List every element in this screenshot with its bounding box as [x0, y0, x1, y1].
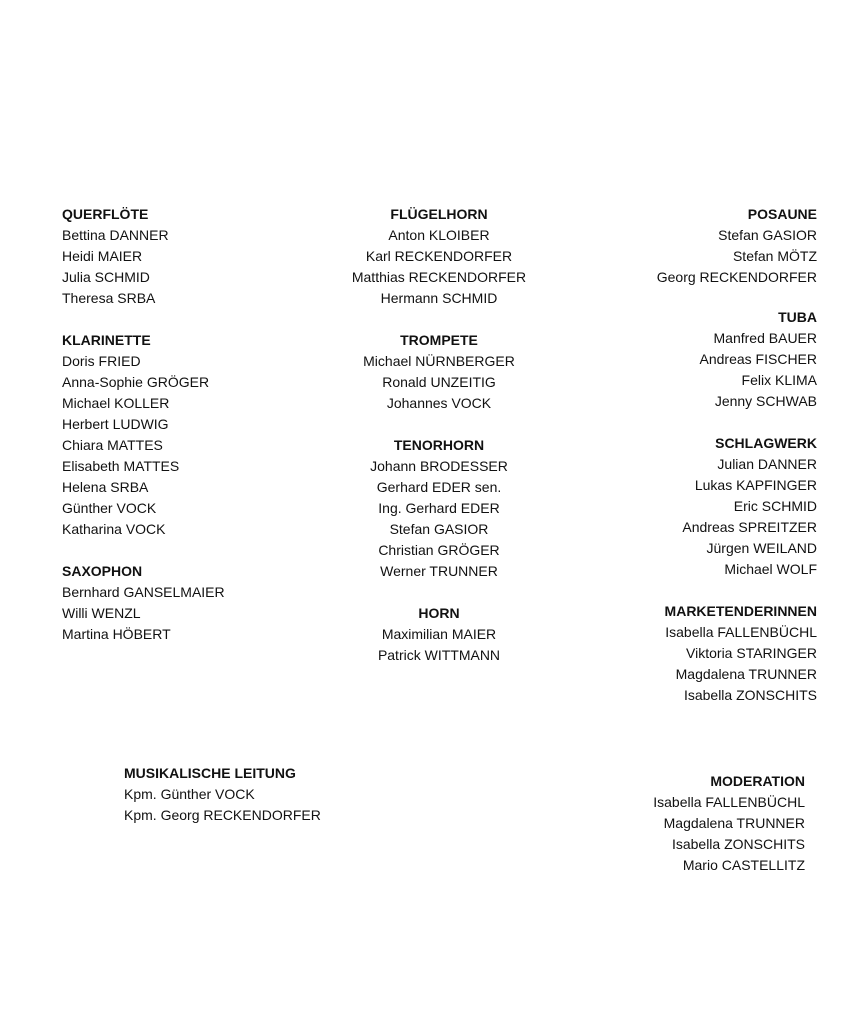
member-name: Anna-Sophie GRÖGER [62, 374, 210, 390]
member-name: Lukas KAPFINGER [694, 477, 817, 493]
member-name: Julia SCHMID [62, 269, 150, 285]
member-name: Hermann SCHMID [380, 290, 498, 306]
section-heading: HORN [418, 605, 460, 621]
section-klarinette [62, 330, 322, 540]
member-name: Viktoria STARINGER [686, 645, 817, 661]
section-tenorhorn [309, 435, 569, 582]
member-name: Doris FRIED [62, 353, 141, 369]
member-name: Michael KOLLER [62, 395, 170, 411]
member-name: Patrick WITTMANN [377, 647, 501, 663]
member-name: Katharina VOCK [62, 521, 166, 537]
section-moderation [545, 771, 805, 876]
member-name: Stefan GASIOR [389, 521, 489, 537]
section-heading: KLARINETTE [62, 332, 151, 348]
member-name: Helena SRBA [62, 479, 149, 495]
member-name: Gerhard EDER sen. [376, 479, 502, 495]
member-name: Johann BRODESSER [370, 458, 508, 474]
column-right [557, 204, 817, 706]
section-heading: FLÜGELHORN [390, 206, 488, 222]
section-heading: POSAUNE [747, 206, 817, 222]
member-name: Maximilian MAIER [381, 626, 497, 642]
member-name: Herbert LUDWIG [62, 416, 169, 432]
section-heading: TROMPETE [400, 332, 478, 348]
column-center [309, 204, 569, 666]
member-name: Ing. Gerhard EDER [378, 500, 500, 516]
member-name: Christian GRÖGER [378, 542, 500, 558]
member-name: Isabella FALLENBÜCHL [665, 624, 817, 640]
column-left [62, 204, 322, 645]
section-heading: TENORHORN [393, 437, 485, 453]
member-name: Johannes VOCK [386, 395, 492, 411]
section-tuba [557, 307, 817, 412]
member-name: Kpm. Günther VOCK [124, 786, 255, 802]
member-name: Matthias RECKENDORFER [351, 269, 527, 285]
section-trompete [309, 330, 569, 414]
section-schlagwerk [557, 433, 817, 580]
member-name: Stefan MÖTZ [732, 248, 817, 264]
member-name: Stefan GASIOR [718, 227, 817, 243]
member-name: Eric SCHMID [733, 498, 817, 514]
member-name: Karl RECKENDORFER [365, 248, 513, 264]
member-name: Ronald UNZEITIG [382, 374, 496, 390]
member-name: Kpm. Georg RECKENDORFER [124, 807, 321, 823]
member-name: Jenny SCHWAB [714, 393, 817, 409]
section-heading: MARKETENDERINNEN [664, 603, 817, 619]
member-name: Andreas SPREITZER [682, 519, 817, 535]
section-posaune [557, 204, 817, 288]
member-name: Chiara MATTES [62, 437, 163, 453]
member-name: Günther VOCK [62, 500, 157, 516]
member-name: Michael NÜRNBERGER [363, 353, 515, 369]
section-querfloete [62, 204, 322, 309]
member-name: Willi WENZL [62, 605, 141, 621]
member-name: Isabella FALLENBÜCHL [653, 794, 805, 810]
member-name: Anton KLOIBER [388, 227, 490, 243]
member-name: Werner TRUNNER [380, 563, 498, 579]
section-musikalische-leitung [124, 763, 384, 826]
member-name: Bernhard GANSELMAIER [62, 584, 225, 600]
member-name: Mario CASTELLITZ [682, 857, 805, 873]
member-name: Elisabeth MATTES [62, 458, 180, 474]
section-heading: MODERATION [710, 773, 805, 789]
member-name: Michael WOLF [724, 561, 817, 577]
member-name: Isabella ZONSCHITS [683, 687, 817, 703]
member-name: Martina HÖBERT [62, 626, 171, 642]
section-fluegelhorn [309, 204, 569, 309]
member-name: Heidi MAIER [62, 248, 143, 264]
member-name: Magdalena TRUNNER [663, 815, 805, 831]
member-name: Julian DANNER [717, 456, 817, 472]
member-name: Isabella ZONSCHITS [671, 836, 805, 852]
section-saxophon [62, 561, 322, 645]
member-name: Felix KLIMA [741, 372, 817, 388]
section-heading: TUBA [778, 309, 817, 325]
section-heading: QUERFLÖTE [62, 206, 149, 222]
member-name: Bettina DANNER [62, 227, 169, 243]
section-horn [309, 603, 569, 666]
section-heading: SAXOPHON [62, 563, 143, 579]
member-name: Georg RECKENDORFER [656, 269, 817, 285]
section-heading: SCHLAGWERK [715, 435, 817, 451]
member-name: Magdalena TRUNNER [675, 666, 817, 682]
section-heading: MUSIKALISCHE LEITUNG [124, 765, 296, 781]
member-name: Jürgen WEILAND [706, 540, 817, 556]
member-name: Theresa SRBA [62, 290, 156, 306]
section-marketenderinnen [557, 601, 817, 706]
member-name: Manfred BAUER [713, 330, 817, 346]
member-name: Andreas FISCHER [699, 351, 817, 367]
